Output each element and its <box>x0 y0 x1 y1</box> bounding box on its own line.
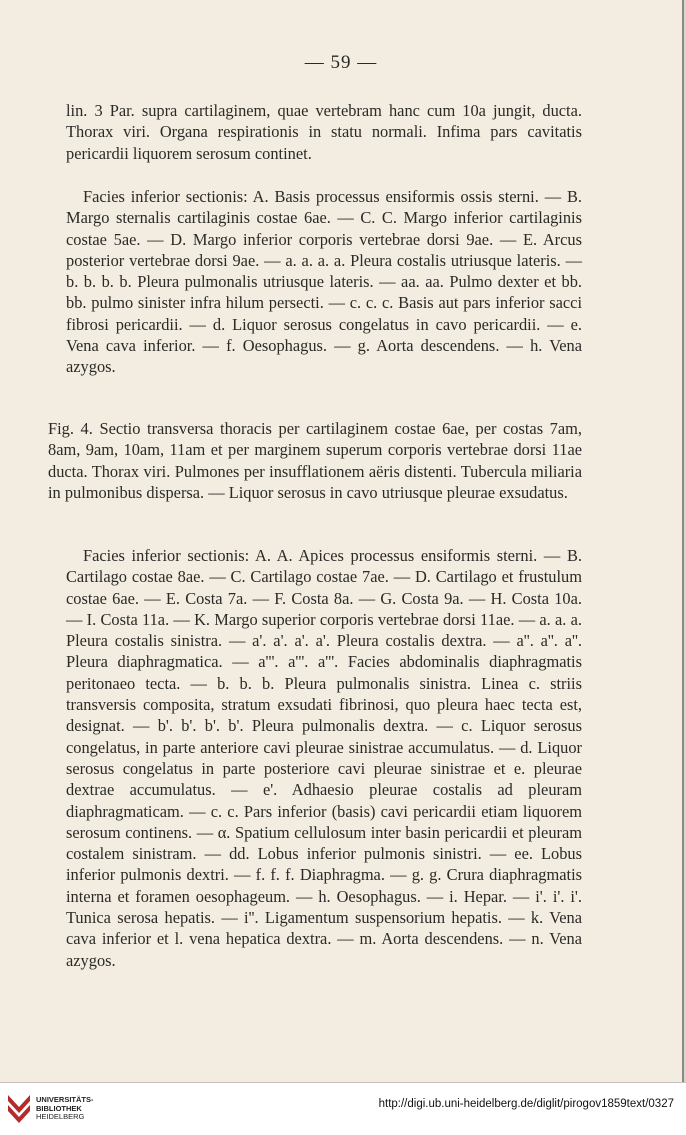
figure-caption-text <box>48 418 582 503</box>
library-line-2: BIBLIOTHEK <box>36 1103 82 1113</box>
paragraph-continuation <box>66 100 582 164</box>
university-library-logo-icon <box>6 1093 32 1125</box>
paragraph-text: Facies inferior sectionis: A. Basis processus ensiformis ossis sterni. — B. Margo sternalis cartilaginis costae 6ae. — C. C. Margo inferior cartilaginis costae 5ae. — D. Margo inferior corporis vertebrae dorsi 9ae. — E. Arcus posterior vertebrae dorsi 9ae. — a. a. a. a. Pleura costalis utriusque lateris. — b. b. b. b. Pleura pulmonalis utriusque lateris. — aa. aa. Pulmo dexter et bb. bb. pulmo sinister infra hilum persecti. — c. c. c. Basis aut pars inferior sacci fibrosi pericardii. — d. Liquor serosus congelatus in cavo pericardii. — e. Vena cava inferior. — f. Oesophagus. — g. Aorta descendens. — h. Vena azygos. <box>66 187 582 377</box>
paragraph-facies-inferior-1 <box>66 186 582 378</box>
source-url-link[interactable]: http://digi.ub.uni-heidelberg.de/diglit/pirogov1859text/0327 <box>378 1098 674 1110</box>
figure-description: Sectio transversa thoracis per cartilaginem costae 6ae, per costas 7am, 8am, 9am, 10am, 11am et per marginem superum corporis vertebrae dorsi 11ae ducta. Thorax viri. Pulmones per insufflationem aëris distenti. Tubercula miliaria in pulmonibus dispersa. — Liquor serosus in cavo utriusque pleurae exsudatus. <box>48 419 582 502</box>
page-number: — 59 — <box>304 52 378 73</box>
figure-label: Fig. 4. <box>48 419 93 438</box>
digitization-footer <box>0 1082 686 1135</box>
library-line-3: HEIDELBERG <box>36 1112 85 1121</box>
paragraph-facies-inferior-2 <box>66 545 582 971</box>
paragraph-text: Facies inferior sectionis: A. A. Apices processus ensiformis sterni. — B. Cartilago costae 8ae. — C. Cartilago costae 7ae. — D. Cartilago et frustulum costae 6ae. — E. Costa 7a. — F. Costa 8a. — G. Costa 9a. — H. Costa 10a. — I. Costa 11a. — K. Margo superior corporis vertebrae dorsi 11ae. — a. a. a. Pleura costalis sinistra. — a'. a'. a'. a'. Pleura costalis dextra. — a''. a''. a''. Pleura diaphragmatica. — a'''. a'''. a'''. Facies abdominalis diaphragmatis peritonaeo tecta. — b. b. b. Pleura pulmonalis sinistra. Linea c. striis transversis composita, stratum exsudati fibrinosi, quo pleura haec tecta est, designat. — b'. b'. b'. b'. Pleura pulmonalis dextra. — c. Liquor serosus congelatus, in parte anteriore cavi pleurae sinistrae accumulatus. — d. Liquor serosus congelatus in parte posteriore cavi pleurae sinistrae et e. pleurae dextrae accumulatus. — e'. Adhaesio pleurae costalis ad pleuram diaphragmaticam. — c. c. Pars inferior (basis) cavi pericardii etiam liquorem serosum continens. — α. Spatium cellulosum inter basin pericardii et pleuram costalem sinistram. — dd. Lobus inferior pulmonis sinistri. — ee. Lobus inferior pulmonis dextri. — f. f. f. Diaphragma. — g. g. Crura diaphragmatis interna et foramen oesophageum. — h. Oesophagus. — i. Hepar. — i'. i'. i'. Tunica serosa hepatis. — i''. Ligamentum suspensorium hepatis. — k. Vena cava inferior et l. vena hepatica dextra. — m. Aorta descendens. — n. Vena azygos. <box>66 546 582 970</box>
library-name <box>36 1096 94 1122</box>
library-line-1: UNIVERSITÄTS- <box>36 1095 94 1104</box>
figure-caption <box>48 418 582 503</box>
paragraph-text: lin. 3 Par. supra cartilaginem, quae vertebram hanc cum 10a jungit, ducta. Thorax viri. Organa respirationis in statu normali. Infima pars cavitatis pericardii liquorem serosum continet. <box>66 101 582 163</box>
